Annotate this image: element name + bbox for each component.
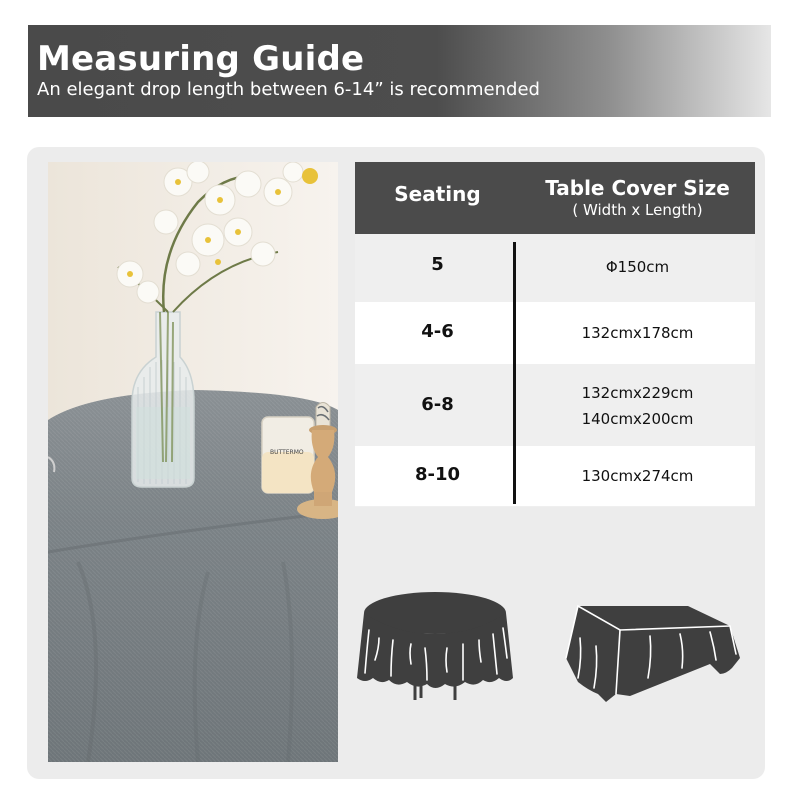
column-header-seating: Seating (394, 182, 481, 206)
seating-value: 5 (431, 254, 444, 275)
candle-label: BUTTERMO (270, 449, 304, 456)
column-header-size-note: ( Width x Length) (572, 201, 703, 219)
title-banner (28, 25, 771, 117)
rectangular-tablecloth-icon (560, 598, 745, 708)
size-value-alt: 140cmx200cm (581, 410, 694, 428)
size-value: Φ150cm (605, 258, 670, 276)
size-value: 132cmx178cm (581, 324, 694, 342)
table-row (355, 364, 755, 446)
table-header-row (355, 162, 755, 234)
seating-value: 8-10 (414, 464, 461, 485)
size-table (355, 162, 755, 507)
product-photo (48, 162, 338, 762)
seating-value: 4-6 (421, 321, 454, 342)
seating-value: 6-8 (421, 394, 454, 415)
candle-jar (262, 417, 314, 493)
tablecloth-photo-illustration (48, 162, 338, 762)
column-divider (513, 242, 516, 504)
column-header-size-label: Table Cover Size (545, 176, 730, 200)
column-header-size (520, 177, 755, 221)
page-subtitle: An elegant drop length between 6-14” is recommended (37, 79, 540, 100)
size-value: 132cmx229cm (581, 384, 694, 402)
size-value: 130cmx274cm (581, 467, 694, 485)
table-row (355, 446, 755, 506)
table-row (355, 234, 755, 302)
round-tablecloth-icon (355, 588, 515, 703)
page-title: Measuring Guide (37, 39, 365, 79)
table-row (355, 302, 755, 364)
